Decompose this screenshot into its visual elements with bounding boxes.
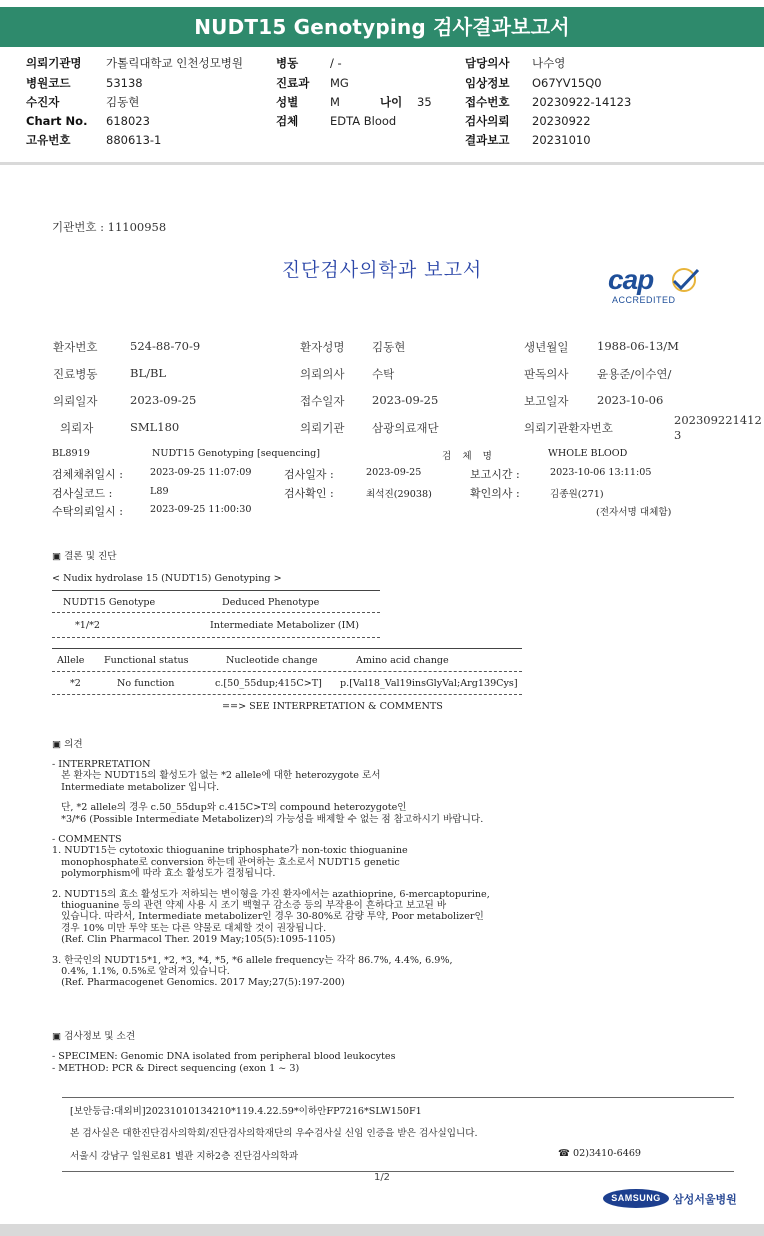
allele-value-amino: p.[Val18_Val19insGlyVal;Arg139Cys] <box>340 678 518 689</box>
col1-value-0: 가톨릭대학교 인천성모병원 <box>106 56 243 70</box>
test-label-1-1: 검사확인 : <box>284 487 334 500</box>
test-value-1-1: 최석진(29038) <box>366 489 432 500</box>
col1-value-4: 880613-1 <box>106 133 162 147</box>
test-label-2-0: 수탁의뢰일시 : <box>52 505 123 518</box>
col1-label-2: 수진자 <box>26 95 60 109</box>
age-label: 나이 <box>380 95 403 109</box>
report-title-bar: NUDT15 Genotyping 검사결과보고서 <box>0 7 764 47</box>
col3-value-4: 20231010 <box>532 133 591 147</box>
col2-label-0: 병동 <box>276 56 299 70</box>
test-value-0-2: 2023-10-06 13:11:05 <box>550 467 652 478</box>
col3-label-3: 검사의뢰 <box>465 114 510 128</box>
col3-label-1: 임상정보 <box>465 76 510 90</box>
geno-header-genotype: NUDT15 Genotype <box>63 597 156 608</box>
patient-value-3-2-cont: 3 <box>674 428 682 442</box>
opinion-line: thioguanine 등의 관련 약제 사용 시 조기 백혈구 감소증 등의 부작용이 흔하다고 보고된 바 <box>52 900 447 911</box>
allele-header-functional: Functional status <box>104 655 189 666</box>
geno-value-genotype: *1/*2 <box>75 620 101 631</box>
test-label-0-1: 검사일자 : <box>284 468 334 481</box>
patient-label-1-1: 의뢰의사 <box>300 367 345 381</box>
method-line: - METHOD: PCR & Direct sequencing (exon 1 ~ 3) <box>52 1063 300 1074</box>
patient-value-1-1: 수탁 <box>372 367 395 381</box>
test-value-0-0: 2023-09-25 11:07:09 <box>150 467 252 478</box>
col2-value-3: EDTA Blood <box>330 114 397 128</box>
col3-label-4: 결과보고 <box>465 133 510 147</box>
patient-label-1-0: 진료병동 <box>53 367 98 381</box>
cap-logo-word: cap <box>608 264 654 295</box>
patient-label-3-1: 의뢰기관 <box>300 421 345 435</box>
patient-label-3-0: 의뢰자 <box>60 421 94 435</box>
test-label-0-0: 검체채취일시 : <box>52 468 123 481</box>
lab-address: 서울시 강남구 일원로81 별관 지하2층 진단검사의학과 <box>70 1151 299 1162</box>
patient-value-3-0: SML180 <box>130 420 180 434</box>
department-report-title: 진단검사의학과 보고서 <box>281 259 483 281</box>
col3-label-2: 접수번호 <box>465 95 510 109</box>
opinion-line: monophosphate로 conversion 하는데 관여하는 효소로서 NUDT15 genetic <box>52 856 400 868</box>
allele-table-top-rule <box>52 648 522 649</box>
patient-value-2-1: 2023-09-25 <box>372 393 439 407</box>
test-label-0-2: 보고시간 : <box>470 468 520 481</box>
opinion-line: 있습니다. 따라서, Intermediate metabolizer인 경우 30-80%로 감량 투약, Poor metabolizer인 <box>52 911 484 923</box>
cap-check-icon <box>664 266 704 296</box>
patient-value-1-0: BL/BL <box>130 366 167 380</box>
col2-value-2: M <box>330 95 340 109</box>
method-line: - SPECIMEN: Genomic DNA isolated from peripheral blood leukocytes <box>52 1051 396 1062</box>
header-age <box>380 94 450 110</box>
opinion-line: 0.4%, 1.1%, 0.5%로 알려져 있습니다. <box>52 966 230 977</box>
opinion-line: 경우 10% 미만 투약 또는 다른 약물로 대체할 것이 권장됩니다. <box>52 922 327 934</box>
test-value-1-0: L89 <box>150 486 169 497</box>
geno-table-bottom-rule <box>52 637 380 638</box>
header-col-1 <box>26 55 266 155</box>
specimen-value: WHOLE BLOOD <box>548 448 628 459</box>
col3-value-1: O67YV15Q0 <box>532 76 602 90</box>
geno-table-mid-rule <box>52 612 380 613</box>
page-bottom-band <box>0 1224 764 1236</box>
col2-label-1: 진료과 <box>276 76 310 90</box>
geno-table-top-rule <box>52 590 380 591</box>
patient-value-0-1: 김동현 <box>372 340 406 354</box>
test-value-2-0: 2023-09-25 11:00:30 <box>150 504 252 515</box>
header-col-3 <box>465 55 685 155</box>
col2-value-1: MG <box>330 76 349 90</box>
patient-label-0-2: 생년월일 <box>524 340 569 354</box>
geno-value-phenotype: Intermediate Metabolizer (IM) <box>210 620 359 631</box>
age-value: 35 <box>417 95 432 109</box>
col1-value-3: 618023 <box>106 114 150 128</box>
test-value-2-2: (전자서명 대체함) <box>596 507 672 518</box>
test-value-1-2: 김종원(271) <box>550 489 604 500</box>
col3-value-2: 20230922-14123 <box>532 95 632 109</box>
samsung-logo: SAMSUNG <box>603 1189 669 1208</box>
geno-header-phenotype: Deduced Phenotype <box>222 597 320 608</box>
col1-label-0: 의뢰기관명 <box>26 56 82 70</box>
result-section-title: ▣ 결론 및 진단 <box>52 551 117 562</box>
allele-header-allele: Allele <box>57 655 85 666</box>
opinion-line: Intermediate metabolizer 입니다. <box>52 781 220 793</box>
header-divider <box>0 162 764 165</box>
allele-header-amino: Amino acid change <box>356 655 449 666</box>
opinion-section-title: ▣ 의견 <box>52 739 83 750</box>
patient-label-0-0: 환자번호 <box>53 340 98 354</box>
patient-label-2-1: 접수일자 <box>300 394 345 408</box>
patient-value-3-2: 202309221412 <box>674 413 762 427</box>
test-code: BL8919 <box>52 448 90 459</box>
institution-number: 기관번호 : 11100958 <box>52 220 167 234</box>
opinion-line: 단, *2 allele의 경우 c.50_55dup와 c.415C>T의 compound heterozygote인 <box>52 802 407 814</box>
test-label-1-2: 확인의사 : <box>470 487 520 500</box>
patient-label-3-2: 의뢰기관환자번호 <box>524 421 613 435</box>
lab-phone: ☎ 02)3410-6469 <box>558 1148 642 1159</box>
cap-accredited-logo <box>608 264 708 310</box>
allele-table-bottom-rule <box>52 694 522 695</box>
result-heading: < Nudix hydrolase 15 (NUDT15) Genotyping > <box>52 573 282 584</box>
test-value-0-1: 2023-09-25 <box>366 467 422 478</box>
opinion-line: 1. NUDT15는 cytotoxic thioguanine triphosphate가 non-toxic thioguanine <box>52 845 408 857</box>
certification-line: 본 검사실은 대한진단검사의학회/진단검사의학재단의 우수검사실 신임 인증을 받은 검사실입니다. <box>70 1128 478 1139</box>
patient-value-0-2: 1988-06-13/M <box>597 339 679 353</box>
allele-header-nucleotide: Nucleotide change <box>226 655 318 666</box>
col2-value-0: / - <box>330 56 342 70</box>
allele-value-nucleotide: c.[50_55dup;415C>T] <box>215 678 322 689</box>
patient-value-0-0: 524-88-70-9 <box>130 339 201 353</box>
allele-value-allele: *2 <box>70 678 81 689</box>
col3-value-3: 20230922 <box>532 114 591 128</box>
opinion-line: 본 환자는 NUDT15의 활성도가 없는 *2 allele에 대한 heterozygote 로서 <box>52 770 381 782</box>
test-label-1-0: 검사실코드 : <box>52 487 113 500</box>
specimen-label: 검 체 명 <box>442 451 496 462</box>
allele-value-functional: No function <box>117 678 175 689</box>
page-number: 1/2 <box>373 1172 391 1183</box>
patient-value-1-2: 윤용준/이수연/ <box>597 367 672 381</box>
opinion-line: (Ref. Pharmacogenet Genomics. 2017 May;27(5):197-200) <box>52 977 345 989</box>
col1-value-1: 53138 <box>106 76 143 90</box>
opinion-line: *3/*6 (Possible Intermediate Metabolizer)의 가능성을 배제할 수 없는 점 참고하시기 바랍니다. <box>52 813 484 825</box>
col3-value-0: 나수영 <box>532 56 566 70</box>
opinion-line: - INTERPRETATION <box>52 759 151 770</box>
col1-label-1: 병원코드 <box>26 76 71 90</box>
opinion-line: polymorphism에 따라 효소 활성도가 결정됩니다. <box>52 868 276 880</box>
hospital-name: 삼성서울병원 <box>673 1193 737 1206</box>
col3-label-0: 담당의사 <box>465 56 510 70</box>
cap-logo-accredited: ACCREDITED <box>612 295 676 305</box>
col1-label-3: Chart No. <box>26 114 88 128</box>
see-interpretation: ==> SEE INTERPRETATION & COMMENTS <box>222 701 443 712</box>
security-line: [보안등급:대외비]20231010134210*119.4.22.59*이하안FP7216*SLW150F1 <box>70 1106 422 1117</box>
col1-value-2: 김동현 <box>106 95 140 109</box>
opinion-line: - COMMENTS <box>52 834 122 845</box>
opinion-line: 3. 한국인의 NUDT15*1, *2, *3, *4, *5, *6 allele frequency는 각각 86.7%, 4.4%, 6.9%, <box>52 954 453 966</box>
patient-label-0-1: 환자성명 <box>300 340 345 354</box>
patient-value-2-2: 2023-10-06 <box>597 393 664 407</box>
allele-table-mid-rule <box>52 671 522 672</box>
patient-value-3-1: 삼광의료재단 <box>372 421 439 435</box>
test-name: NUDT15 Genotyping [sequencing] <box>152 448 321 459</box>
opinion-line: 2. NUDT15의 효소 활성도가 저하되는 변이형을 가진 환자에서는 azathioprine, 6-mercaptopurine, <box>52 888 490 900</box>
patient-label-1-2: 판독의사 <box>524 367 569 381</box>
opinion-line: (Ref. Clin Pharmacol Ther. 2019 May;105(5):1095-1105) <box>52 934 336 946</box>
col1-label-4: 고유번호 <box>26 133 71 147</box>
col2-label-3: 검체 <box>276 114 299 128</box>
method-section-title: ▣ 검사정보 및 소견 <box>52 1031 136 1042</box>
patient-value-2-0: 2023-09-25 <box>130 393 197 407</box>
patient-label-2-0: 의뢰일자 <box>53 394 98 408</box>
patient-label-2-2: 보고일자 <box>524 394 569 408</box>
col2-label-2: 성별 <box>276 95 299 109</box>
